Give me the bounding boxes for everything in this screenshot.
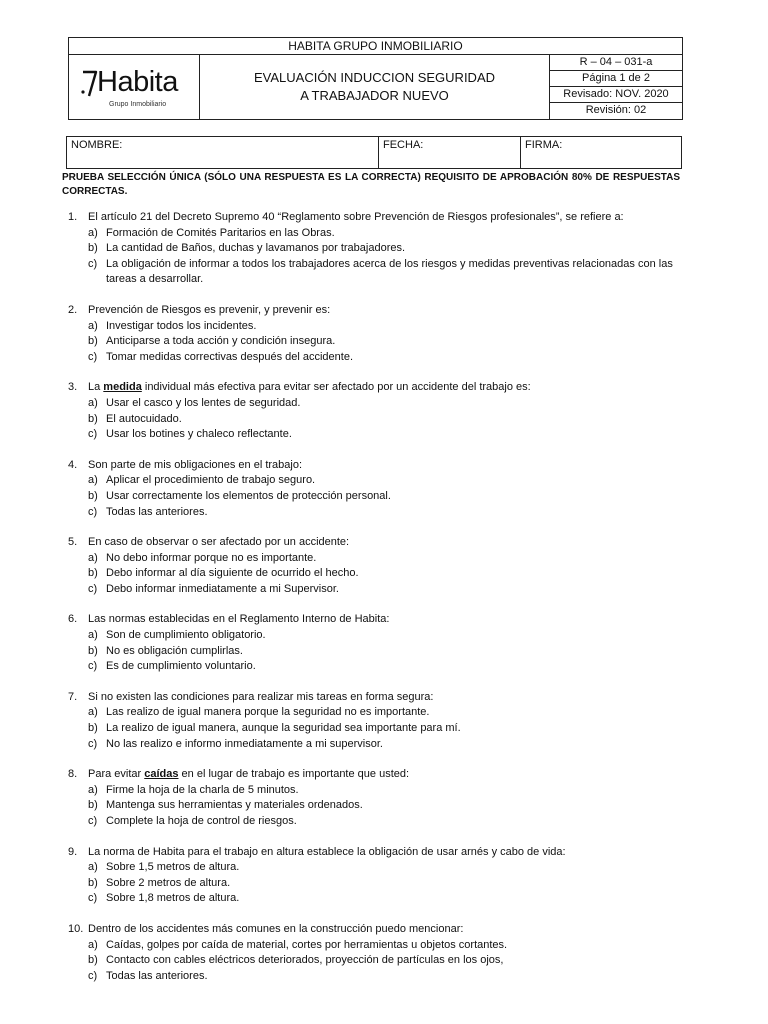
option-text: Todas las anteriores. [106,969,208,982]
question-text-part: Para evitar [88,768,145,781]
option-text: Sobre 1,8 metros de altura. [106,892,240,905]
emphasized-word: medida [103,381,142,394]
option-letter: c) [88,737,98,750]
option-text: Caídas, golpes por caída de material, cortes por herramientas u objetos cortantes. [106,938,508,951]
option-letter: b) [88,567,98,580]
option-letter: b) [88,722,98,735]
option-text: Contacto con cables eléctricos deteriorados, proyección de partículas en los ojos, [106,954,504,967]
logo-subtitle: Grupo Inmobiliario [109,101,167,108]
option-text: Debo informar inmediatamente a mi Supervisor. [106,582,339,595]
option-text: Aplicar el procedimiento de trabajo seguro. [106,474,316,487]
firma-label: FIRMA: [525,139,563,151]
answer-option[interactable] [68,551,680,567]
title-line-2: A TRABAJADOR NUEVO [300,88,449,103]
question-stem [68,458,680,474]
option-text: El autocuidado. [106,412,182,425]
option-letter: b) [88,644,98,657]
question-item [68,612,680,674]
logo [69,55,200,120]
answer-option[interactable] [68,241,680,257]
option-letter: a) [88,629,98,642]
habita-logo-icon [80,70,98,98]
fecha-field[interactable] [379,137,521,168]
answer-option[interactable] [68,412,680,428]
question-item [68,845,680,907]
question-text-part: Dentro de los accidentes más comunes en la construcción puedo mencionar: [88,922,464,935]
option-letter: b) [88,242,98,255]
answer-option[interactable] [68,644,680,660]
option-letter: c) [88,969,98,982]
question-item [68,380,680,442]
document-code: R – 04 – 031-a [550,55,682,71]
answer-option[interactable] [68,783,680,799]
firma-field[interactable] [521,137,681,168]
question-text [88,380,680,396]
question-text [88,845,680,861]
question-text-part: Prevención de Riesgos es prevenir, y prevenir es: [88,303,331,316]
option-letter: a) [88,226,98,239]
question-number: 8. [68,768,78,781]
question-stem [68,303,680,319]
question-number: 2. [68,303,78,316]
option-text: Son de cumplimiento obligatorio. [106,629,266,642]
option-letter: a) [88,474,98,487]
answer-option[interactable] [68,659,680,675]
option-text: Es de cumplimiento voluntario. [106,660,256,673]
revision-number: Revisión: 02 [585,104,647,116]
option-text: Formación de Comités Paritarios en las Obras. [106,226,335,239]
question-text-part: En caso de observar o ser afectado por un accidente: [88,536,350,549]
option-text: La realizo de igual manera, aunque la seguridad sea importante para mí. [106,722,461,735]
question-item [68,767,680,829]
document-meta [550,55,682,120]
question-stem [68,845,680,861]
option-letter: a) [88,396,98,409]
question-stem [68,210,680,226]
question-number: 4. [68,458,78,471]
question-text [88,612,680,628]
question-number: 7. [68,690,78,703]
option-letter: b) [88,335,98,348]
option-text: Firme la hoja de la charla de 5 minutos. [106,783,299,796]
question-text [88,767,680,783]
question-number: 9. [68,845,78,858]
question-text [88,303,680,319]
question-stem [68,767,680,783]
question-number: 5. [68,536,78,549]
option-text: Debo informar al día siguiente de ocurrido el hecho. [106,567,359,580]
option-letter: c) [88,350,98,363]
answer-option[interactable] [68,891,680,907]
answer-option[interactable] [68,257,680,288]
option-text: Complete la hoja de control de riesgos. [106,815,297,827]
option-letter: a) [88,319,98,332]
answer-option[interactable] [68,582,680,598]
question-text-part: Las normas establecidas en el Reglamento Interno de Habita: [88,613,390,626]
question-text [88,458,680,474]
option-letter: a) [88,706,98,719]
instructions: PRUEBA SELECCIÓN ÚNICA (SÓLO UNA RESPUESTA ES LA CORRECTA) REQUISITO DE APROBACIÓN 80% DE RESPUESTAS CORRECTAS. [62,172,680,197]
option-letter: c) [88,892,98,905]
answer-option[interactable] [68,969,680,985]
answer-option[interactable] [68,226,680,242]
option-text: No las realizo e informo inmediatamente a mi supervisor. [106,737,383,750]
question-text [88,210,680,226]
option-text: Mantenga sus herramientas y materiales ordenados. [106,799,363,812]
answer-option[interactable] [68,721,680,737]
question-stem [68,690,680,706]
option-letter: b) [88,412,98,425]
question-text [88,690,680,706]
option-text: No debo informar porque no es importante. [106,551,317,564]
answer-option[interactable] [68,505,680,521]
answer-option[interactable] [68,350,680,366]
answer-option[interactable] [68,876,680,892]
company-name: HABITA GRUPO INMOBILIARIO [69,38,682,55]
answer-option[interactable] [68,814,680,830]
option-letter: c) [88,257,98,270]
question-text-part: El artículo 21 del Decreto Supremo 40 “Reglamento sobre Prevención de Riesgos profesionales”, se refiere a: [88,211,624,223]
option-letter: a) [88,551,98,564]
question-item [68,303,680,365]
option-letter: c) [88,428,98,441]
question-number: 1. [68,211,78,223]
answer-option[interactable] [68,334,680,350]
option-text: Tomar medidas correctivas después del accidente. [106,350,354,363]
option-text: Anticiparse a toda acción y condición insegura. [106,335,336,348]
answer-option[interactable] [68,938,680,954]
option-letter: c) [88,582,98,595]
option-letter: a) [88,938,98,951]
option-letter: c) [88,660,98,673]
option-letter: c) [88,815,98,827]
answer-option[interactable] [68,319,680,335]
answer-option[interactable] [68,473,680,489]
option-text: Sobre 2 metros de altura. [106,876,231,889]
question-item [68,922,680,984]
question-text-part: La norma de Habita para el trabajo en altura establece la obligación de usar arnés y cabo de vida: [88,845,566,858]
question-text-part: Si no existen las condiciones para realizar mis tareas en forma segura: [88,690,434,703]
option-text: Usar el casco y los lentes de seguridad. [106,396,301,409]
question-stem [68,380,680,396]
question-item [68,210,680,288]
option-letter: a) [88,783,98,796]
option-text: Investigar todos los incidentes. [106,319,257,332]
emphasized-word: caídas [144,768,179,781]
answer-option[interactable] [68,737,680,753]
option-letter: b) [88,799,98,812]
question-text-part: en el lugar de trabajo es importante que usted: [178,768,410,781]
option-text: No es obligación cumplirlas. [106,644,243,657]
question-number: 3. [68,381,78,394]
question-stem [68,535,680,551]
revised-date: Revisado: NOV. 2020 [550,87,682,103]
option-text: Usar los botines y chaleco reflectante. [106,428,292,441]
question-item [68,690,680,752]
question-text-part: La [88,381,104,394]
document-title [200,55,550,120]
answer-option[interactable] [68,566,680,582]
option-letter: b) [88,954,98,967]
nombre-field[interactable] [67,137,379,168]
option-text: Usar correctamente los elementos de protección personal. [106,489,391,502]
question-text-part: individual más efectiva para evitar ser afectado por un accidente del trabajo es: [141,381,531,394]
option-letter: c) [88,505,98,518]
answer-option[interactable] [68,628,680,644]
question-item [68,458,680,520]
answer-option[interactable] [68,427,680,443]
option-text: Sobre 1,5 metros de altura. [106,861,240,874]
option-letter: b) [88,876,98,889]
document-header [68,37,683,120]
question-stem [68,922,680,938]
question-number: 10. [68,922,84,935]
option-text: Las realizo de igual manera porque la seguridad no es importante. [106,706,430,719]
question-text-part: Son parte de mis obligaciones en el trabajo: [88,458,303,471]
answer-option[interactable] [68,396,680,412]
question-text [88,922,680,938]
option-letter: a) [88,861,98,874]
answer-option[interactable] [68,798,680,814]
fecha-label: FECHA: [383,139,424,151]
option-letter: b) [88,489,98,502]
option-text: La cantidad de Baños, duchas y lavamanos por trabajadores. [106,242,406,255]
answer-option[interactable] [68,860,680,876]
question-item [68,535,680,597]
identification-row [66,136,682,169]
option-text: La obligación de informar a todos los trabajadores acerca de los riesgos y medidas preventivas relacionadas con las tareas a desarrollar. [106,257,673,286]
answer-option[interactable] [68,705,680,721]
option-text: Todas las anteriores. [106,505,208,518]
question-number: 6. [68,613,78,626]
question-stem [68,612,680,628]
answer-option[interactable] [68,489,680,505]
nombre-label: NOMBRE: [71,139,123,151]
title-line-1: EVALUACIÓN INDUCCION SEGURIDAD [253,70,495,85]
question-list [68,210,680,999]
question-text [88,535,680,551]
answer-option[interactable] [68,953,680,969]
logo-wordmark: Habita [97,66,178,98]
page-number: Página 1 de 2 [550,71,682,87]
